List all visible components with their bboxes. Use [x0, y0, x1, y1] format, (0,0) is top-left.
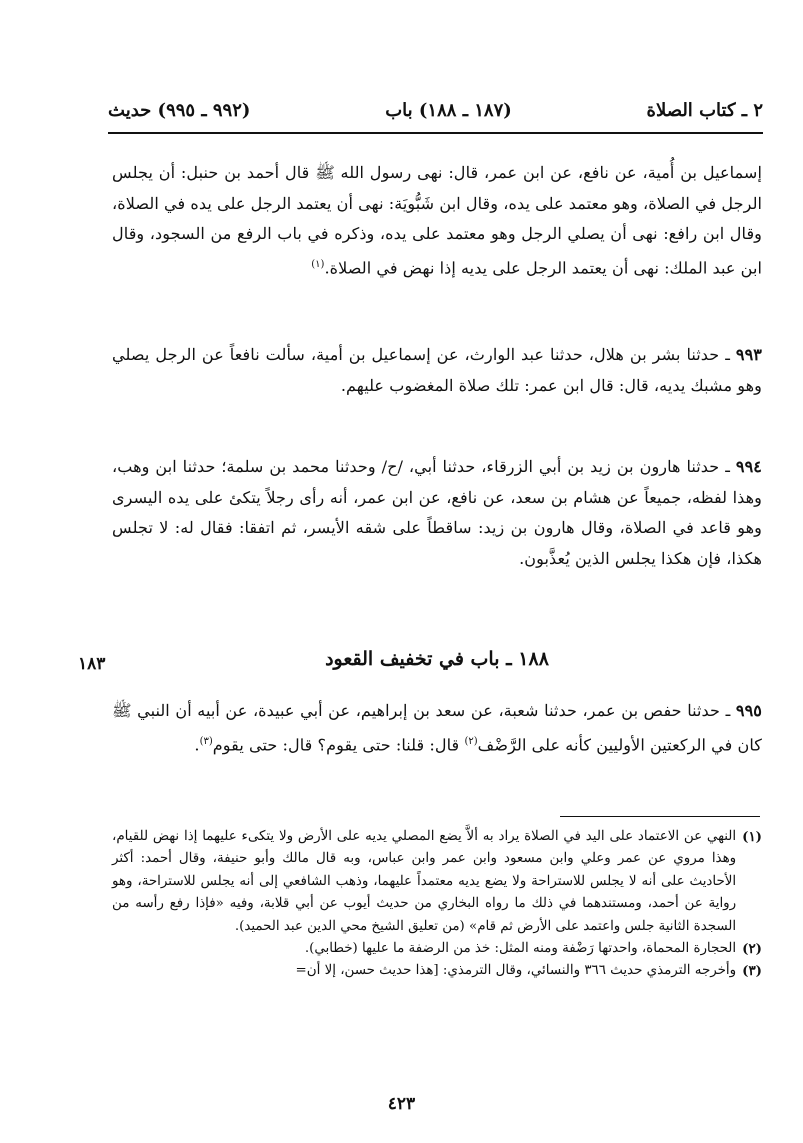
footnote [112, 826, 762, 938]
footnote-divider [560, 816, 760, 817]
footnote-number: (١) [742, 829, 762, 845]
footnote-ref[interactable]: (١) [311, 258, 325, 270]
margin-number: ١٨٣ [78, 654, 106, 674]
footnote-number: (٢) [742, 941, 762, 958]
footnote [112, 960, 762, 982]
hadith-995 [112, 696, 762, 761]
paragraph-text: ـ حدثنا هارون بن زيد بن أبي الزرقاء، حدثنا أبي، /ح/ وحدثنا محمد بن سلمة؛ حدثنا ابن وهب، وهذا لفظه، جميعاً عن هشام بن سعد، عن نافع، عن ابن عمر، أنه رأى رجلاً يتكئ على يده اليسرى وهو قاعد في الصلاة، وقال هارون بن زيد: ساقطاً على شقه الأيسر، ثم اتفقا: فقال له: لا تجلس هكذا، فإن هكذا يجلس الذين يُعذَّبون. [112, 457, 762, 568]
paragraph-text: ـ حدثنا بشر بن هلال، حدثنا عبد الوارث، عن إسماعيل بن أمية، سألت نافعاً عن الرجل يصلي وهو مشبك يديه، قال: قال ابن عمر: تلك صلاة المغضوب عليهم. [112, 345, 762, 395]
footnote-text: النهي عن الاعتماد على اليد في الصلاة يراد به ألاَّ يضع المصلي يديه على الأرض ولا يتكىء عليهما إذا نهض للقيام، وهذا مروي عن عمر وعلي وابن مسعود وابن عمر وابن عباس، وبه قال مالك وأبو حنيفة، وقال أحمد: أكثر الأحاديث على أنه لا يجلس للاستراحة ولا يضع يديه معتمداً عليهما، وذهب الشافعي إلى أنه يجلس للاستراحة، وهو رواية عن أحمد، ومستندهما في ذلك ما رواه البخاري من حديث أيوب عن أبي قلابة، وفيه «فإذا رفع رأسه من السجدة الثانية جلس واعتمد على الأرض ثم قام» (من تعليق الشيخ محي الدين عبد الحميد). [112, 829, 737, 934]
running-header [108, 95, 763, 125]
paragraph-text: ـ حدثنا حفص بن عمر، حدثنا شعبة، عن سعد بن إبراهيم، عن أبي عبيدة، عن أبيه أن النبي ﷺ كان في الركعتين الأوليين كأنه على الرَّضْف [112, 701, 762, 754]
hadith-number: ٩٩٣ [735, 345, 762, 364]
footnote [112, 938, 762, 960]
footnote-ref[interactable]: (٢) [464, 735, 478, 747]
header-chapter-range: (١٨٧ ـ ١٨٨) باب [385, 99, 512, 121]
header-divider [108, 132, 763, 134]
footnote-text: الحجارة المحماة، واحدتها رَضْفة ومنه المثل: خذ من الرضفة ما عليها (خطابي). [304, 941, 737, 957]
hadith-994 [112, 452, 762, 574]
paragraph-text: إسماعيل بن أُمية، عن نافع، عن ابن عمر، قال: نهى رسول الله ﷺ قال أحمد بن حنبل: أن يجلس الرجل في الصلاة، وهو معتمد على يده، وقال ابن شَبُّويَة: نهى أن يعتمد الرجل على يده في الصلاة، وقال ابن رافع: نهى أن يصلي الرجل وهو معتمد على يده، وذكره في باب الرفع من السجود، وقال ابن عبد الملك: نهى أن يعتمد الرجل على يديه إذا نهض في الصلاة. [112, 163, 762, 278]
hadith-993 [112, 340, 762, 401]
header-hadith-range: (٩٩٢ ـ ٩٩٥) حديث [108, 99, 251, 121]
footnotes [112, 826, 762, 983]
paragraph-text: قال: قلنا: حتى يقوم؟ قال: حتى يقوم [212, 734, 465, 754]
hadith-number: ٩٩٤ [735, 457, 762, 476]
footnote-text: وأخرجه الترمذي حديث ٣٦٦ والنسائي، وقال الترمذي: [هذا حديث حسن، إلا أن= [295, 963, 737, 979]
chapter-title: ١٨٨ ـ باب في تخفيف القعود [325, 648, 549, 670]
hadith-continuation-paragraph [112, 158, 762, 284]
paragraph-end: . [194, 734, 200, 754]
page-number: ٤٢٣ [387, 1094, 416, 1114]
header-book-title: ٢ ـ كتاب الصلاة [646, 99, 763, 121]
footnote-ref[interactable]: (٣) [199, 735, 213, 747]
hadith-number: ٩٩٥ [735, 701, 762, 720]
footnote-number: (٣) [742, 963, 762, 980]
